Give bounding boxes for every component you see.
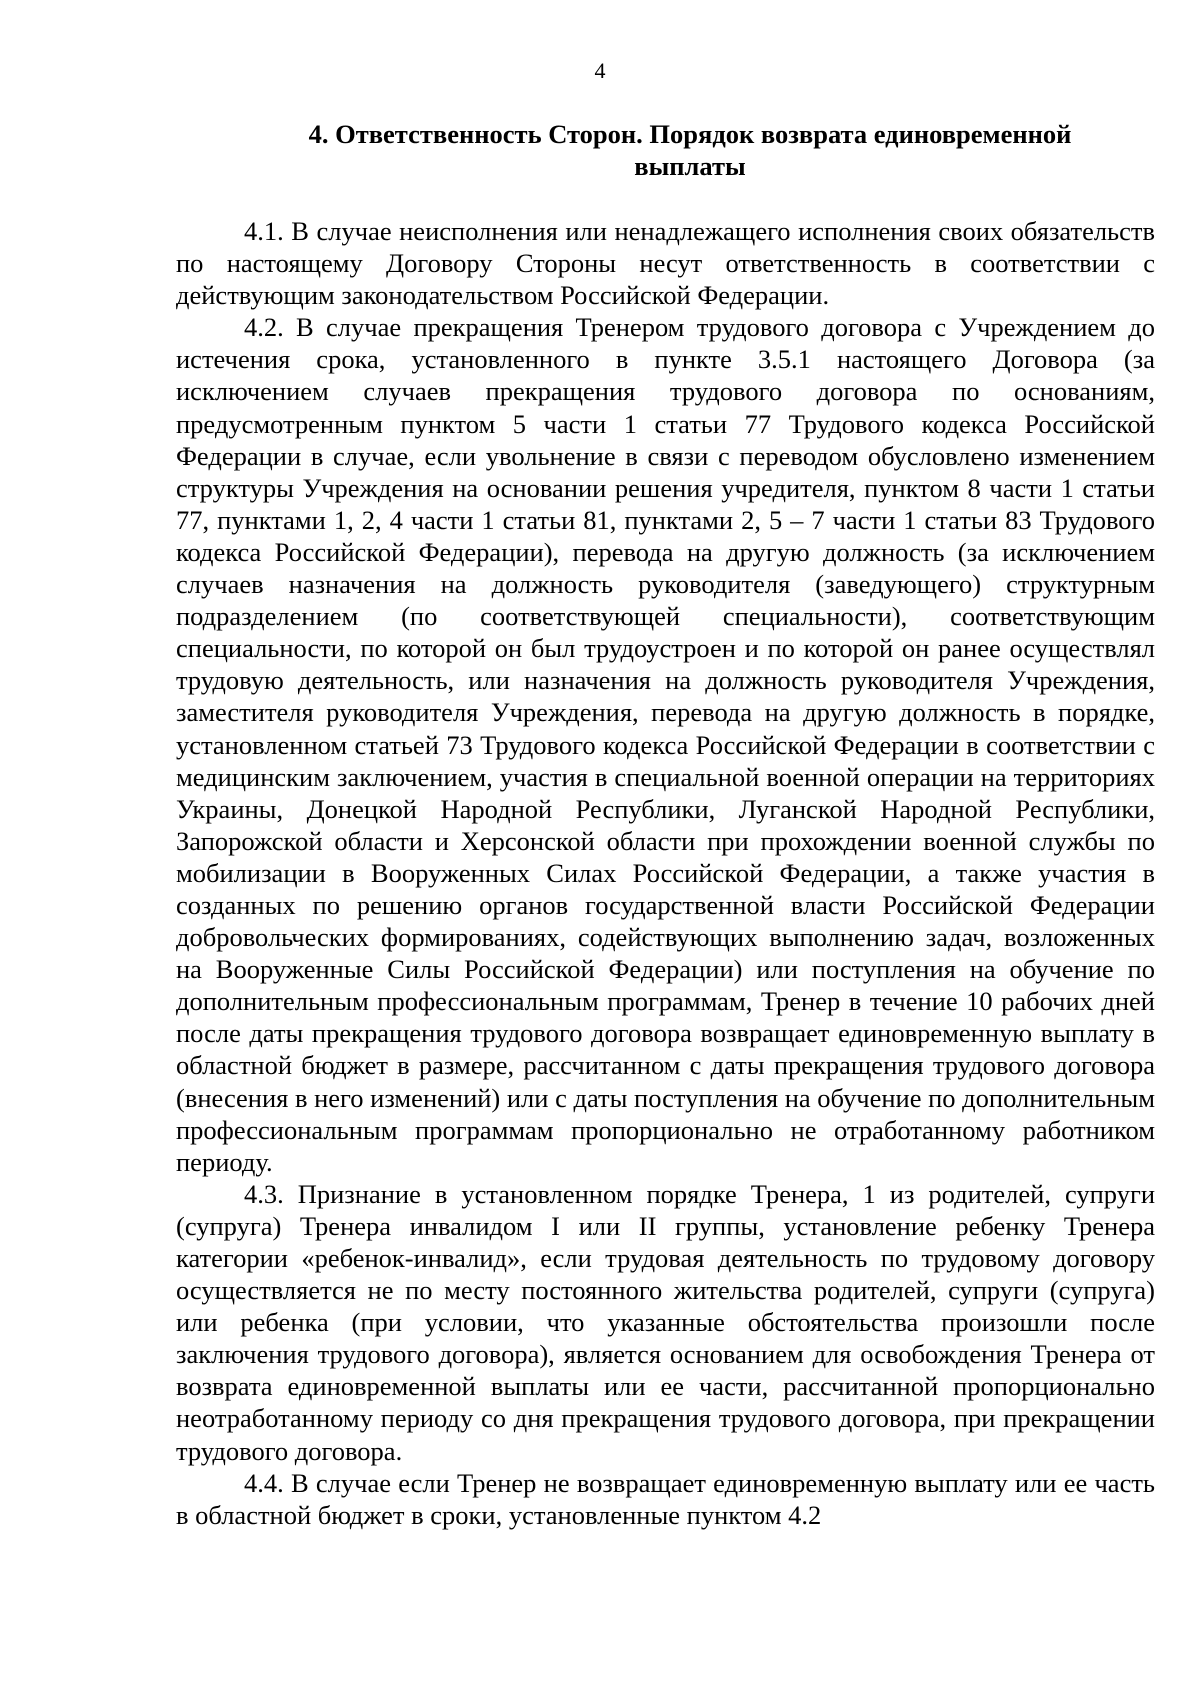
section-body: [176, 215, 1155, 1531]
section-title: 4. Ответственность Сторон. Порядок возврата единовременной выплаты: [308, 119, 1072, 181]
paragraph-4-4: 4.4. В случае если Тренер не возвращает единовременную выплату или ее часть в областной бюджет в сроки, установленные пунктом 4.2: [176, 1467, 1155, 1530]
paragraph-4-1: 4.1. В случае неисполнения или ненадлежащего исполнения своих обязательств по настоящему Договору Стороны несут ответственность в соответствии с действующим законодательством Российской Федерации.: [176, 216, 1155, 311]
paragraph-4-2: 4.2. В случае прекращения Тренером трудового договора с Учреждением до истечения срока, установленного в пункте 3.5.1 настоящего Договора (за исключением случаев прекращения трудового договора по основаниям, предусмотренным пунктом 5 части 1 статьи 77 Трудового кодекса Российской Федерации в случае, если увольнение в связи с переводом обусловлено изменением структуры Учреждения на основании решения учредителя, пунктом 8 части 1 статьи 77, пунктами 1, 2, 4 части 1 статьи 81, пунктами 2, 5 – 7 части 1 статьи 83 Трудового кодекса Российской Федерации), перевода на другую должность (за исключением случаев назначения на должность руководителя (заведующего) структурным подразделением (по соответствующей специальности), соответствующим специальности, по которой он был трудоустроен и по которой он ранее осуществлял трудовую деятельность, или назначения на должность руководителя Учреждения, заместителя руководителя Учреждения, перевода на другую должность в порядке, установленном статьей 73 Трудового кодекса Российской Федерации в соответствии с медицинским заключением, участия в специальной военной операции на территориях Украины, Донецкой Народной Республики, Луганской Народной Республики, Запорожской области и Херсонской области при прохождении военной службы по мобилизации в Вооруженных Силах Российской Федерации, а также участия в созданных по решению органов государственной власти Российской Федерации добровольческих формированиях, содействующих выполнению задач, возложенных на Вооруженные Силы Российской Федерации) или поступления на обучение по дополнительным профессиональным программам, Тренер в течение 10 рабочих дней после даты прекращения трудового договора возвращает единовременную выплату в областной бюджет в размере, рассчитанном с даты прекращения трудового договора (внесения в него изменений) или с даты поступления на обучение по дополнительным профессиональным программам пропорционально не отработанному работником периоду.: [176, 312, 1155, 1177]
paragraph-4-3: 4.3. Признание в установленном порядке Тренера, 1 из родителей, супруги (супруга) Тренера инвалидом I или II группы, установление ребенку Тренера категории «ребенок-инвалид», если трудовая деятельность по трудовому договору осуществляется не по месту постоянного жительства родителей, супруги (супруга) или ребенка (при условии, что указанные обстоятельства произошли после заключения трудового договора), является основанием для освобождения Тренера от возврата единовременной выплаты или ее части, рассчитанной пропорционально неотработанному периоду со дня прекращения трудового договора, при прекращении трудового договора.: [176, 1178, 1155, 1466]
page-number: 4: [594, 58, 606, 83]
